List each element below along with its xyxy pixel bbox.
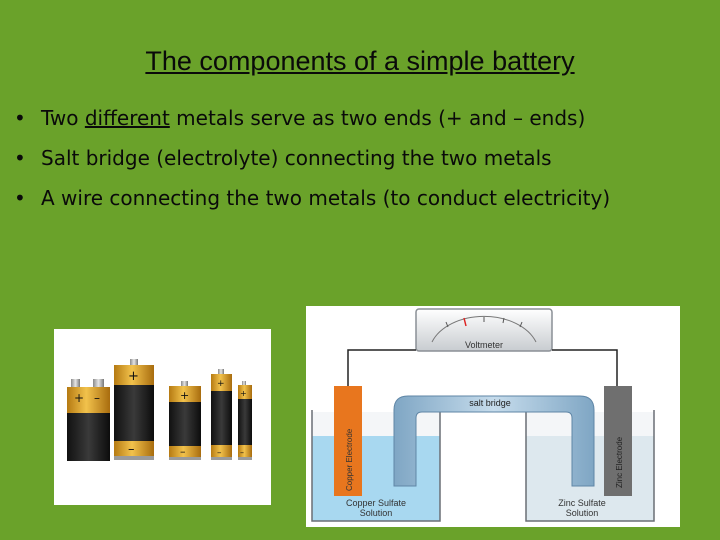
bullet-text: A wire connecting the two metals (to conduct electricity) bbox=[41, 186, 611, 210]
battery-9v bbox=[67, 379, 110, 461]
battery-aaa bbox=[238, 381, 252, 460]
zinc-electrode-label: Zinc Electrode bbox=[615, 436, 624, 488]
battery-d bbox=[114, 359, 154, 460]
galvanic-cell-illustration bbox=[306, 306, 680, 527]
copper-electrode-label: Copper Electrode bbox=[345, 428, 354, 491]
bullet-item bbox=[14, 100, 610, 140]
battery-plus-label: + bbox=[180, 389, 190, 402]
bullet-dot: • bbox=[14, 186, 26, 210]
bullet-list bbox=[14, 100, 610, 220]
battery-plus-label: + bbox=[240, 389, 247, 398]
battery-aa bbox=[211, 369, 232, 460]
zinc-solution-label-line2: Solution bbox=[565, 508, 599, 518]
bullet-item bbox=[14, 140, 610, 180]
battery-c bbox=[169, 381, 201, 460]
battery-minus-label: – bbox=[94, 391, 100, 405]
wire-right bbox=[552, 350, 617, 386]
battery-minus-label: – bbox=[128, 442, 135, 457]
bullet-dot: • bbox=[14, 146, 26, 170]
zinc-solution-label: Zinc Sulfate bbox=[558, 498, 606, 508]
copper-solution-label: Copper Sulfate bbox=[345, 498, 407, 508]
salt-bridge-label: salt bridge bbox=[469, 398, 511, 408]
battery-minus-label: – bbox=[217, 448, 222, 458]
bullet-dot: • bbox=[14, 106, 26, 130]
bullet-item bbox=[14, 180, 610, 220]
bullet-text-start: Two bbox=[41, 106, 85, 130]
voltmeter-label: Voltmeter bbox=[464, 340, 504, 350]
slide-title: The components of a simple battery bbox=[145, 46, 575, 76]
copper-solution-label-line2: Solution bbox=[359, 508, 393, 518]
bullet-text-end: metals serve as two ends (+ and – ends) bbox=[169, 106, 586, 130]
battery-minus-label: – bbox=[240, 448, 244, 457]
galvanic-cell-diagram bbox=[306, 306, 680, 527]
batteries-image bbox=[54, 329, 271, 505]
voltmeter bbox=[416, 309, 552, 351]
bullet-text: Salt bridge (electrolyte) connecting the two metals bbox=[41, 146, 552, 170]
battery-plus-label: + bbox=[128, 369, 139, 384]
bullet-emphasis: different bbox=[84, 106, 170, 130]
wire-left bbox=[348, 350, 416, 386]
battery-plus-label: + bbox=[74, 391, 85, 405]
batteries-illustration bbox=[54, 329, 271, 505]
battery-minus-label: – bbox=[180, 445, 186, 458]
battery-plus-label: + bbox=[217, 379, 225, 389]
